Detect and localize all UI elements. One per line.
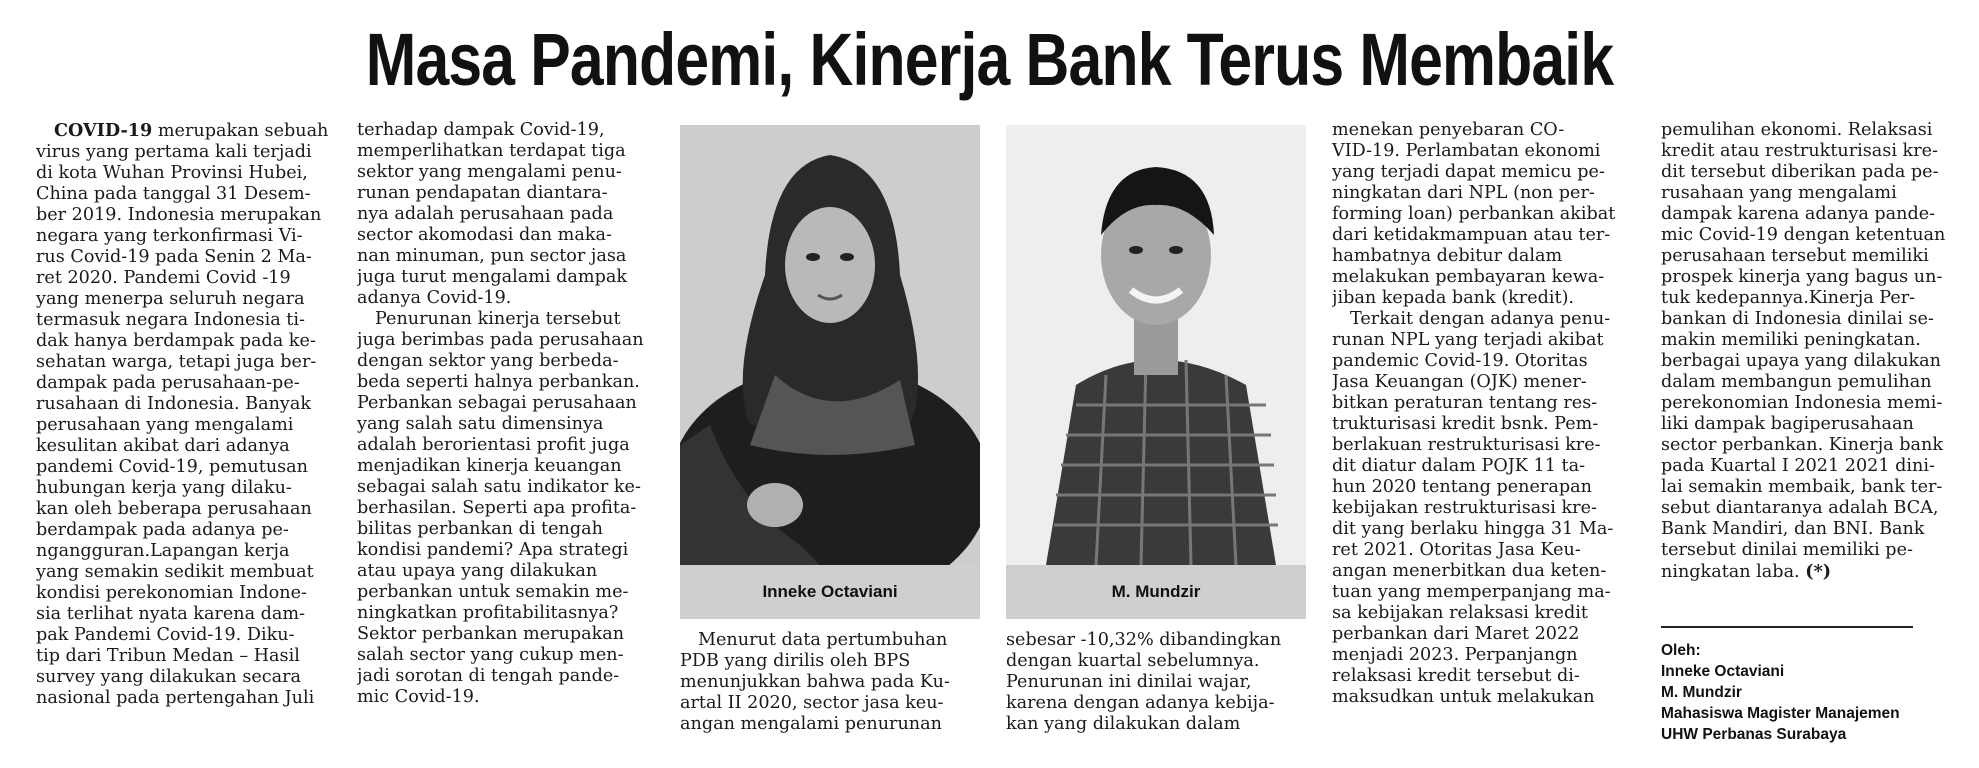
text-line: terhadap dampak Covid-19, xyxy=(357,120,605,140)
text-line: sebesar -10,32% dibandingkan xyxy=(1006,630,1282,650)
text-line: sektor yang mengalami penu- xyxy=(357,162,622,182)
text-line: kondisi perekonomian Indone- xyxy=(36,583,307,603)
text-line: trukturisasi kredit bsnk. Pem- xyxy=(1332,414,1599,434)
text-line: berhasilan. Seperti apa profita- xyxy=(357,498,637,518)
text-line: forming loan) perbankan akibat xyxy=(1332,204,1616,224)
text-line: jadi sorotan di tengah pande- xyxy=(357,666,620,686)
text-line: COVID-19 merupakan sebuah xyxy=(54,120,329,141)
text-line: China pada tanggal 31 Desem- xyxy=(36,184,311,204)
text-line: dak hanya berdampak pada ke- xyxy=(36,331,316,351)
text-line: tip dari Tribun Medan – Hasil xyxy=(36,646,300,666)
text-line: ngangguran.Lapangan kerja xyxy=(36,541,290,561)
byline-divider xyxy=(1661,626,1913,628)
text-column-5 xyxy=(1332,120,1642,708)
text-line: nasional pada pertengahan Juli xyxy=(36,688,315,708)
text-line: yang menerpa seluruh negara xyxy=(36,289,305,309)
text-line: bankan di Indonesia dinilai se- xyxy=(1661,309,1934,329)
text-line: dalam membangun pemulihan xyxy=(1661,372,1932,392)
text-line: dari ketidakmampuan atau ter- xyxy=(1332,225,1611,245)
portrait-photo-mundzir xyxy=(1006,125,1306,565)
text-line: berlakuan restrukturisasi kre- xyxy=(1332,435,1601,455)
text-line: kondisi pandemi? Apa strategi xyxy=(357,540,629,560)
text-line: dit yang berlaku hingga 31 Ma- xyxy=(1332,519,1614,539)
text-line: ret 2021. Otoritas Jasa Keu- xyxy=(1332,540,1581,560)
text-line: yang salah satu dimensinya xyxy=(357,414,604,434)
text-column-1 xyxy=(36,120,346,709)
portrait-woman-hijab-image xyxy=(680,125,980,565)
text-line: Terkait dengan adanya penu- xyxy=(1350,309,1611,329)
text-line: dit tersebut diberikan pada pe- xyxy=(1661,162,1939,182)
byline-author-2: M. Mundzir xyxy=(1661,684,1742,701)
text-line: memperlihatkan terdapat tiga xyxy=(357,141,626,161)
text-line: berdampak pada adanya pe- xyxy=(36,520,289,540)
text-line: dit diatur dalam POJK 11 ta- xyxy=(1332,456,1586,476)
text-line: Sektor perbankan merupakan xyxy=(357,624,625,644)
text-line: juga berimbas pada perusahaan xyxy=(357,330,644,350)
text-line: tersebut dinilai memiliki pe- xyxy=(1661,540,1913,560)
text-line: kesulitan akibat dari adanya xyxy=(36,436,290,456)
text-line: virus yang pertama kali terjadi xyxy=(36,142,312,162)
text-line: sia terlihat nyata karena dam- xyxy=(36,604,306,624)
photo-caption-inneke: Inneke Octaviani xyxy=(680,565,980,619)
text-line: menjadi 2023. Perpanjangn xyxy=(1332,645,1578,665)
byline-label: Oleh: xyxy=(1661,642,1701,659)
photo-caption-mundzir: M. Mundzir xyxy=(1006,565,1306,619)
text-line: mic Covid-19 dengan ketentuan xyxy=(1661,225,1946,245)
text-line: rusahaan yang mengalami xyxy=(1661,183,1897,203)
text-line: pemulihan ekonomi. Relaksasi xyxy=(1661,120,1933,140)
text-line: ningkatkan profitabilitasnya? xyxy=(357,603,619,623)
text-line: tuk kedepannya.Kinerja Per- xyxy=(1661,288,1916,308)
text-line: nya adalah perusahaan pada xyxy=(357,204,614,224)
text-line: ningkatan laba. (*) xyxy=(1661,561,1832,582)
text-line: runan NPL yang terjadi akibat xyxy=(1332,330,1604,350)
text-line: salah sector yang cukup men- xyxy=(357,645,624,665)
text-line: ret 2020. Pandemi Covid -19 xyxy=(36,268,291,288)
text-line: Perbankan sebagai perusahaan xyxy=(357,393,637,413)
text-line: runan pendapatan diantara- xyxy=(357,183,608,203)
text-line: perbankan untuk semakin me- xyxy=(357,582,629,602)
text-column-4 xyxy=(1006,630,1306,735)
text-line: sebagai salah satu indikator ke- xyxy=(357,477,641,497)
text-line: maksudkan untuk melakukan xyxy=(1332,687,1595,707)
text-line: sector akomodasi dan maka- xyxy=(357,225,612,245)
text-line: di kota Wuhan Provinsi Hubei, xyxy=(36,163,308,183)
text-line: melakukan pembayaran kewa- xyxy=(1332,267,1605,287)
text-line: adanya Covid-19. xyxy=(357,288,512,308)
text-line: pada Kuartal I 2021 2021 dini- xyxy=(1661,456,1935,476)
text-line: pak Pandemi Covid-19. Diku- xyxy=(36,625,295,645)
text-line: perusahaan tersebut memiliki xyxy=(1661,246,1929,266)
text-line: kebijakan restrukturisasi kre- xyxy=(1332,498,1597,518)
byline-author-1: Inneke Octaviani xyxy=(1661,663,1785,680)
portrait-man-plaid-shirt-image xyxy=(1006,125,1306,565)
text-line: ber 2019. Indonesia merupakan xyxy=(36,205,322,225)
text-line: menunjukkan bahwa pada Ku- xyxy=(680,672,950,692)
text-line: tuan yang memperpanjang ma- xyxy=(1332,582,1611,602)
text-line: PDB yang dirilis oleh BPS xyxy=(680,651,911,671)
author-byline xyxy=(1661,640,1961,745)
byline-affiliation-1: Mahasiswa Magister Manajemen xyxy=(1661,705,1900,722)
text-line: Penurunan kinerja tersebut xyxy=(375,309,621,329)
text-line: dengan sektor yang berbeda- xyxy=(357,351,619,371)
text-line: jiban kepada bank (kredit). xyxy=(1332,288,1575,308)
text-line: dampak karena adanya pande- xyxy=(1661,204,1936,224)
text-line: beda seperti halnya perbankan. xyxy=(357,372,640,392)
text-line: mic Covid-19. xyxy=(357,687,480,707)
text-line: atau upaya yang dilakukan xyxy=(357,561,598,581)
lead-word: COVID-19 xyxy=(54,120,153,141)
text-line: ningkatan dari NPL (non per- xyxy=(1332,183,1595,203)
text-line: hubungan kerja yang dilaku- xyxy=(36,478,292,498)
text-line: juga turut mengalami dampak xyxy=(357,267,627,287)
text-line: Jasa Keuangan (OJK) mener- xyxy=(1332,372,1587,392)
text-line: karena dengan adanya kebija- xyxy=(1006,693,1275,713)
text-line: termasuk negara Indonesia ti- xyxy=(36,310,305,330)
text-line: yang semakin sedikit membuat xyxy=(36,562,314,582)
text-line: kan oleh beberapa perusahaan xyxy=(36,499,312,519)
text-line: survey yang dilakukan secara xyxy=(36,667,302,687)
portrait-photo-inneke xyxy=(680,125,980,565)
text-line: VID-19. Perlambatan ekonomi xyxy=(1332,141,1601,161)
text-line: liki dampak bagiperusahaan xyxy=(1661,414,1914,434)
text-line: makin memiliki peningkatan. xyxy=(1661,330,1921,350)
text-line: perekonomian Indonesia memi- xyxy=(1661,393,1943,413)
text-line: angan mengalami penurunan xyxy=(680,714,942,734)
text-line: Penurunan ini dinilai wajar, xyxy=(1006,672,1252,692)
text-line: menjadikan kinerja keuangan xyxy=(357,456,622,476)
text-line: hun 2020 tentang penerapan xyxy=(1332,477,1592,497)
text-line: yang terjadi dapat memicu pe- xyxy=(1332,162,1605,182)
text-line: perbankan dari Maret 2022 xyxy=(1332,624,1580,644)
text-line: kan yang dilakukan dalam xyxy=(1006,714,1241,734)
text-line: hambatnya debitur dalam xyxy=(1332,246,1563,266)
text-line: adalah berorientasi profit juga xyxy=(357,435,630,455)
text-line: sebut diantaranya adalah BCA, xyxy=(1661,498,1939,518)
text-column-3 xyxy=(680,630,980,735)
text-line: berbagai upaya yang dilakukan xyxy=(1661,351,1942,371)
text-line: menekan penyebaran CO- xyxy=(1332,120,1565,140)
text-line: sehatan warga, tetapi juga ber- xyxy=(36,352,317,372)
text-line: perusahaan yang mengalami xyxy=(36,415,294,435)
text-line: rus Covid-19 pada Senin 2 Ma- xyxy=(36,247,312,267)
text-line: Bank Mandiri, dan BNI. Bank xyxy=(1661,519,1925,539)
text-line: bitkan peraturan tentang res- xyxy=(1332,393,1598,413)
text-column-2 xyxy=(357,120,657,708)
text-line: angan menerbitkan dua keten- xyxy=(1332,561,1607,581)
end-marker: (*) xyxy=(1805,561,1832,582)
text-line: pandemic Covid-19. Otoritas xyxy=(1332,351,1588,371)
text-line: relaksasi kredit tersebut di- xyxy=(1332,666,1580,686)
article-headline: Masa Pandemi, Kinerja Bank Terus Membaik xyxy=(365,17,1614,101)
text-line: sector perbankan. Kinerja bank xyxy=(1661,435,1943,455)
text-line: dengan kuartal sebelumnya. xyxy=(1006,651,1260,671)
byline-affiliation-2: UHW Perbanas Surabaya xyxy=(1661,726,1847,743)
text-line: dampak pada perusahaan-pe- xyxy=(36,373,300,393)
text-line: negara yang terkonfirmasi Vi- xyxy=(36,226,303,246)
text-line: bilitas perbankan di tengah xyxy=(357,519,603,539)
text-line: nan minuman, pun sector jasa xyxy=(357,246,627,266)
text-line: rusahaan di Indonesia. Banyak xyxy=(36,394,312,414)
text-line: prospek kinerja yang bagus un- xyxy=(1661,267,1943,287)
text-line: sa kebijakan relaksasi kredit xyxy=(1332,603,1588,623)
text-column-6 xyxy=(1661,120,1961,583)
text-line: artal II 2020, sector jasa keu- xyxy=(680,693,944,713)
text-line: kredit atau restrukturisasi kre- xyxy=(1661,141,1938,161)
text-line: Menurut data pertumbuhan xyxy=(698,630,948,650)
text-line: pandemi Covid-19, pemutusan xyxy=(36,457,308,477)
text-line: lai semakin membaik, bank ter- xyxy=(1661,477,1943,497)
